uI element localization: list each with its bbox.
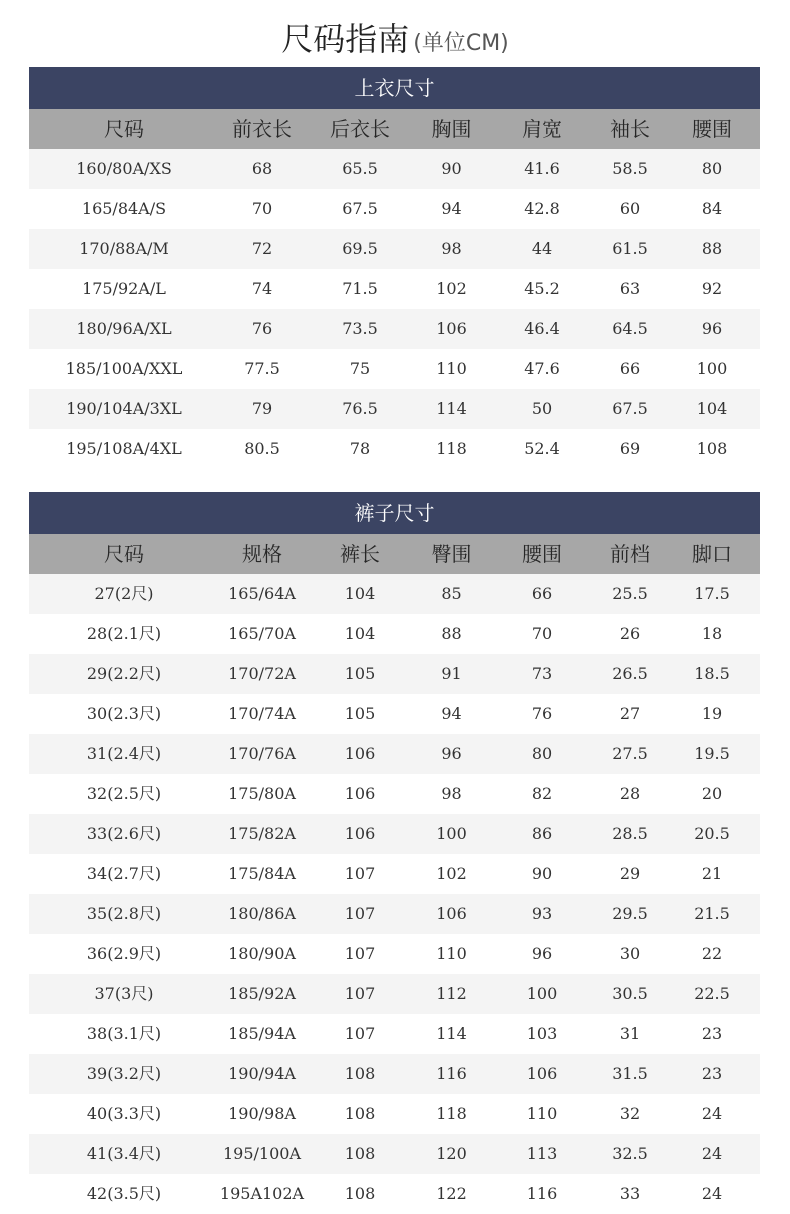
pants-table-cell: 116 [436, 1064, 467, 1083]
top-table-cell: 185/100A/XXL [65, 359, 183, 378]
pants-header-cell: 规格 [242, 542, 282, 566]
pants-header-cell: 前档 [610, 542, 650, 566]
pants-table-cell: 27.5 [612, 744, 648, 763]
top-table-cell: 75 [349, 359, 371, 378]
top-table-cell: 118 [436, 439, 467, 458]
top-table-cell: 65.5 [342, 159, 378, 178]
pants-table-cell: 27 [619, 704, 641, 723]
pants-table-cell: 100 [436, 824, 467, 843]
pants-table-cell: 108 [344, 1064, 376, 1083]
top-table-cell: 78 [349, 439, 371, 458]
pants-table-cell: 170/72A [228, 664, 296, 683]
pants-table-cell: 108 [344, 1104, 376, 1123]
pants-table-cell: 106 [436, 904, 467, 923]
pants-table-cell: 96 [531, 944, 553, 963]
pants-table-cell: 106 [344, 784, 376, 803]
pants-table-cell: 104 [344, 624, 376, 643]
top-table-cell: 100 [696, 359, 728, 378]
top-table-cell: 63 [619, 279, 641, 298]
top-table-cell: 114 [436, 399, 467, 418]
pants-table-row [29, 1094, 760, 1134]
pants-table-cell: 24 [701, 1144, 723, 1163]
pants-table-cell: 41(3.4尺) [86, 1144, 162, 1163]
pants-table-cell: 88 [441, 624, 462, 643]
pants-table-cell: 175/80A [228, 784, 296, 803]
pants-table-cell: 103 [526, 1024, 558, 1043]
pants-table-row [29, 814, 760, 854]
top-table-cell: 72 [251, 239, 273, 258]
pants-header-cell: 臀围 [431, 542, 472, 566]
top-table-row [29, 149, 760, 189]
pants-table-cell: 19 [701, 704, 723, 723]
pants-table-cell: 110 [436, 944, 467, 963]
top-table-cell: 84 [701, 199, 723, 218]
top-table-cell: 80 [701, 159, 723, 178]
top-header-row [29, 109, 760, 149]
pants-table-cell: 35(2.8尺) [86, 904, 162, 923]
pants-table-cell: 185/92A [228, 984, 296, 1003]
top-table-cell: 102 [436, 279, 467, 298]
pants-table-cell: 73 [531, 664, 553, 683]
pants-table-cell: 185/94A [228, 1024, 296, 1043]
pants-table-row [29, 1054, 760, 1094]
pants-table-cell: 86 [531, 824, 553, 843]
page-title-unit: (单位CM) [413, 31, 509, 56]
top-table-cell: 165/84A/S [81, 199, 167, 218]
pants-table-cell: 108 [344, 1184, 376, 1203]
top-table-cell: 77.5 [244, 359, 280, 378]
pants-table-cell: 85 [441, 584, 462, 603]
top-table-cell: 94 [441, 199, 462, 218]
pants-table-cell: 42(3.5尺) [86, 1184, 162, 1203]
pants-table-cell: 29(2.2尺) [86, 664, 162, 683]
pants-table-cell: 107 [344, 1024, 376, 1043]
top-table-cell: 45.2 [524, 279, 560, 298]
pants-table-cell: 170/74A [228, 704, 296, 723]
top-table-cell: 76.5 [342, 399, 378, 418]
pants-table-cell: 93 [531, 904, 553, 923]
top-table-cell: 69.5 [342, 239, 378, 258]
pants-table-cell: 20.5 [694, 824, 730, 843]
pants-table-cell: 195A102A [219, 1184, 305, 1203]
pants-table-row [29, 1014, 760, 1054]
pants-table-cell: 113 [526, 1144, 558, 1163]
pants-table-cell: 33(2.6尺) [86, 824, 162, 843]
pants-table-cell: 106 [526, 1064, 558, 1083]
top-table-cell: 98 [441, 239, 462, 258]
top-table-cell: 52.4 [524, 439, 560, 458]
top-table-cell: 44 [531, 239, 553, 258]
top-table-cell: 160/80A/XS [76, 159, 172, 178]
pants-table-cell: 21 [701, 864, 723, 883]
pants-table-row [29, 894, 760, 934]
pants-table-cell: 122 [436, 1184, 467, 1203]
pants-table-cell: 120 [436, 1144, 467, 1163]
top-table-cell: 42.8 [524, 199, 560, 218]
pants-table-cell: 27(2尺) [94, 584, 154, 603]
pants-table-cell: 34(2.7尺) [86, 864, 162, 883]
pants-table-cell: 37(3尺) [94, 984, 154, 1003]
pants-table-cell: 118 [436, 1104, 467, 1123]
pants-table-cell: 112 [436, 984, 467, 1003]
pants-table-cell: 102 [436, 864, 467, 883]
top-table-cell: 175/92A/L [82, 279, 166, 298]
top-table-cell: 61.5 [612, 239, 648, 258]
pants-table-cell: 36(2.9尺) [86, 944, 162, 963]
pants-table-cell: 114 [436, 1024, 467, 1043]
page-title-text: 尺码指南 [281, 20, 410, 58]
pants-table-cell: 170/76A [228, 744, 296, 763]
top-table-row [29, 309, 760, 349]
pants-table-cell: 70 [531, 624, 553, 643]
pants-table-cell: 19.5 [694, 744, 730, 763]
pants-table-cell: 30.5 [612, 984, 648, 1003]
pants-table-cell: 32(2.5尺) [86, 784, 162, 803]
pants-table-row [29, 654, 760, 694]
pants-table-cell: 26 [619, 624, 641, 643]
pants-table-cell: 31.5 [612, 1064, 648, 1083]
pants-table-cell: 107 [344, 984, 376, 1003]
pants-table-row [29, 734, 760, 774]
top-table-cell: 88 [701, 239, 723, 258]
pants-table-cell: 106 [344, 824, 376, 843]
top-table-cell: 67.5 [342, 199, 378, 218]
pants-table-cell: 100 [526, 984, 558, 1003]
top-table-cell: 58.5 [612, 159, 648, 178]
pants-table-cell: 98 [441, 784, 462, 803]
pants-table-cell: 29 [619, 864, 641, 883]
pants-table-cell: 190/94A [228, 1064, 296, 1083]
pants-section-title: 裤子尺寸 [29, 492, 760, 534]
pants-table-cell: 25.5 [612, 584, 648, 603]
pants-table-cell: 31(2.4尺) [86, 744, 162, 763]
top-table-cell: 76 [251, 319, 273, 338]
pants-table-cell: 165/70A [228, 624, 296, 643]
pants-header-cell: 脚口 [692, 542, 732, 566]
top-header-cell: 胸围 [431, 117, 472, 141]
top-table-cell: 50 [531, 399, 553, 418]
pants-table-row [29, 574, 760, 614]
top-table-cell: 74 [251, 279, 273, 298]
top-table-body [29, 149, 760, 469]
top-table-cell: 69 [619, 439, 641, 458]
pants-table-cell: 180/86A [228, 904, 296, 923]
pants-size-table [29, 492, 760, 1214]
top-table-cell: 70 [251, 199, 273, 218]
pants-table-cell: 195/100A [222, 1144, 302, 1163]
top-table-cell: 108 [696, 439, 728, 458]
pants-table-row [29, 854, 760, 894]
top-table-cell: 180/96A/XL [76, 319, 172, 338]
pants-table-cell: 76 [531, 704, 553, 723]
pants-table-cell: 18.5 [694, 664, 730, 683]
pants-table-cell: 28 [619, 784, 641, 803]
pants-table-cell: 40(3.3尺) [86, 1104, 162, 1123]
pants-table-cell: 105 [344, 664, 376, 683]
pants-table-cell: 165/64A [228, 584, 296, 603]
pants-header-cell: 腰围 [522, 542, 562, 566]
pants-table-cell: 21.5 [694, 904, 730, 923]
pants-table-cell: 106 [344, 744, 376, 763]
pants-header-row [29, 534, 760, 574]
pants-table-cell: 17.5 [694, 584, 730, 603]
pants-table-cell: 22.5 [694, 984, 730, 1003]
pants-table-cell: 190/98A [228, 1104, 296, 1123]
top-table-cell: 41.6 [524, 159, 560, 178]
pants-table-cell: 91 [441, 664, 462, 683]
top-table-cell: 195/108A/4XL [66, 439, 182, 458]
pants-table-cell: 175/82A [228, 824, 296, 843]
pants-table-cell: 104 [344, 584, 376, 603]
top-table-row [29, 269, 760, 309]
pants-table-cell: 107 [344, 904, 376, 923]
pants-table-cell: 38(3.1尺) [86, 1024, 162, 1043]
pants-table-cell: 180/90A [228, 944, 296, 963]
pants-table-body [29, 574, 760, 1214]
top-table-cell: 47.6 [524, 359, 560, 378]
pants-table-row [29, 774, 760, 814]
pants-table-cell: 66 [531, 584, 553, 603]
pants-table-cell: 29.5 [612, 904, 648, 923]
top-table-row [29, 189, 760, 229]
pants-table-cell: 107 [344, 864, 376, 883]
top-table-cell: 190/104A/3XL [66, 399, 182, 418]
pants-table-cell: 110 [526, 1104, 558, 1123]
pants-table-cell: 24 [701, 1184, 723, 1203]
top-header-cell: 前衣长 [232, 117, 292, 141]
top-table-cell: 66 [619, 359, 641, 378]
top-section-title: 上衣尺寸 [29, 67, 760, 109]
pants-table-cell: 30 [619, 944, 641, 963]
pants-table-cell: 116 [526, 1184, 558, 1203]
pants-table-cell: 96 [441, 744, 462, 763]
top-table-cell: 92 [701, 279, 723, 298]
top-table-cell: 90 [441, 159, 462, 178]
pants-header-cell: 裤长 [340, 542, 380, 566]
pants-table-cell: 30(2.3尺) [86, 704, 162, 723]
pants-table-cell: 175/84A [228, 864, 296, 883]
top-header-cell: 袖长 [610, 117, 650, 141]
pants-table-row [29, 934, 760, 974]
top-table-cell: 110 [436, 359, 467, 378]
top-table-cell: 79 [251, 399, 273, 418]
top-table-cell: 96 [701, 319, 723, 338]
pants-table-cell: 80 [531, 744, 553, 763]
pants-table-cell: 94 [441, 704, 462, 723]
pants-table-cell: 32 [619, 1104, 641, 1123]
pants-table-cell: 22 [701, 944, 723, 963]
top-header-cell: 尺码 [104, 117, 144, 141]
pants-table-cell: 107 [344, 944, 376, 963]
page-title [0, 14, 790, 64]
pants-table-cell: 105 [344, 704, 376, 723]
top-header-cell: 后衣长 [330, 117, 390, 141]
top-table-cell: 106 [436, 319, 467, 338]
top-table-row [29, 429, 760, 469]
pants-table-row [29, 694, 760, 734]
top-header-cell: 肩宽 [522, 117, 562, 141]
pants-table-cell: 20 [701, 784, 723, 803]
top-header-cell: 腰围 [692, 117, 732, 141]
top-table-cell: 73.5 [342, 319, 378, 338]
top-size-table [29, 67, 760, 469]
pants-table-cell: 28(2.1尺) [86, 624, 162, 643]
pants-table-row [29, 1174, 760, 1214]
pants-table-row [29, 974, 760, 1014]
top-table-row [29, 389, 760, 429]
pants-table-cell: 108 [344, 1144, 376, 1163]
pants-table-row [29, 614, 760, 654]
top-table-row [29, 349, 760, 389]
pants-table-cell: 24 [701, 1104, 723, 1123]
top-table-cell: 170/88A/M [79, 239, 169, 258]
top-table-cell: 67.5 [612, 399, 648, 418]
pants-table-cell: 39(3.2尺) [86, 1064, 162, 1083]
pants-table-cell: 33 [619, 1184, 641, 1203]
pants-table-cell: 82 [531, 784, 553, 803]
pants-table-row [29, 1134, 760, 1174]
pants-table-cell: 23 [701, 1024, 723, 1043]
top-table-cell: 104 [696, 399, 728, 418]
top-table-cell: 68 [251, 159, 273, 178]
pants-header-cell: 尺码 [104, 542, 144, 566]
pants-table-cell: 31 [619, 1024, 641, 1043]
top-table-cell: 46.4 [524, 319, 560, 338]
top-table-cell: 64.5 [612, 319, 648, 338]
pants-table-cell: 23 [701, 1064, 723, 1083]
pants-table-cell: 90 [531, 864, 553, 883]
pants-table-cell: 28.5 [612, 824, 648, 843]
pants-table-cell: 26.5 [612, 664, 648, 683]
top-table-cell: 60 [619, 199, 641, 218]
top-table-cell: 71.5 [342, 279, 378, 298]
pants-table-cell: 18 [701, 624, 723, 643]
top-table-cell: 80.5 [244, 439, 280, 458]
pants-table-cell: 32.5 [612, 1144, 648, 1163]
top-table-row [29, 229, 760, 269]
